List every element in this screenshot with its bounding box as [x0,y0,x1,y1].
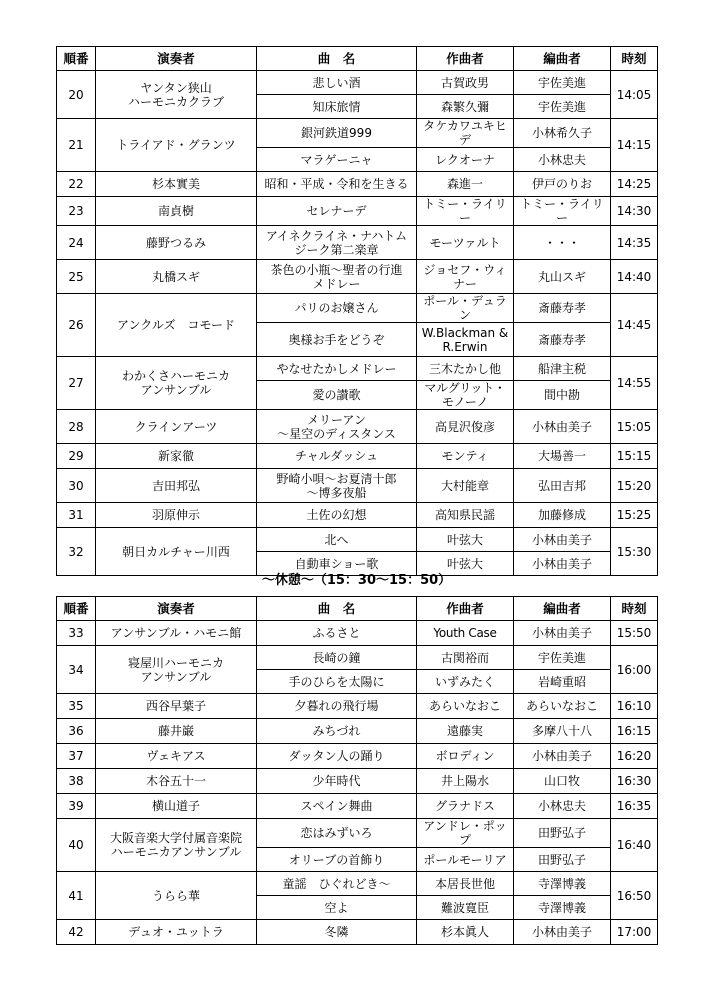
performer-name: アンサンブル・ハモニ館 [96,621,257,646]
order-number: 42 [57,920,96,945]
start-time: 16:50 [611,872,658,920]
start-time: 16:10 [611,694,658,719]
order-number: 37 [57,744,96,769]
header-song: 曲 名 [257,597,417,621]
order-number: 30 [57,469,96,503]
performer-name: 新家徹 [96,444,257,469]
song-title: セレナーデ [257,197,417,226]
order-number: 22 [57,172,96,197]
order-number: 25 [57,260,96,294]
start-time: 15:25 [611,503,658,528]
order-number: 35 [57,694,96,719]
arranger-name: 多摩八十八 [514,719,611,744]
start-time: 15:20 [611,469,658,503]
order-number: 36 [57,719,96,744]
order-number: 41 [57,872,96,920]
header-composer: 作曲者 [417,47,514,71]
song-title: ふるさと [257,621,417,646]
arranger-name: 山口牧 [514,769,611,794]
start-time: 17:00 [611,920,658,945]
table-row [57,71,658,95]
order-number: 40 [57,819,96,872]
arranger-name: 小林由美子 [514,744,611,769]
song-title: ダッタン人の踊り [257,744,417,769]
composer-name: いずみたく [417,670,514,694]
song-title: 知床旅情 [257,95,417,119]
performer-name: 横山道子 [96,794,257,819]
song-title: 空よ [257,896,417,920]
song-title: 昭和・平成・令和を生きる [257,172,417,197]
arranger-name: 宇佐美進 [514,646,611,670]
start-time: 15:05 [611,410,658,444]
start-time: 14:35 [611,226,658,260]
start-time: 14:15 [611,119,658,172]
song-title: 茶色の小瓶～聖者の行進 メドレー [257,260,417,294]
start-time: 16:40 [611,819,658,872]
order-number: 21 [57,119,96,172]
composer-name: 杉本眞人 [417,920,514,945]
performer-name: 朝日カルチャー川西 [96,528,257,576]
table-row [57,197,658,226]
song-title: 銀河鉄道999 [257,119,417,148]
composer-name: 遠藤実 [417,719,514,744]
arranger-name: 小林由美子 [514,920,611,945]
composer-name: 本居長世他 [417,872,514,896]
composer-name: グラナドス [417,794,514,819]
arranger-name: 寺澤博義 [514,872,611,896]
performer-name: トライアド・グランツ [96,119,257,172]
performer-name: 大阪音楽大学付属音楽院 ハーモニカアンサンブル [96,819,257,872]
performer-name: 藤野つるみ [96,226,257,260]
performer-name: 吉田邦弘 [96,469,257,503]
header-time: 時刻 [611,47,658,71]
order-number: 32 [57,528,96,576]
table-row [57,226,658,260]
table-row [57,357,658,381]
arranger-name: 田野弘子 [514,848,611,872]
performer-name: 西谷早葉子 [96,694,257,719]
composer-name: マルグリット・モノーノ [417,381,514,410]
header-row [57,597,658,621]
order-number: 33 [57,621,96,646]
table-row [57,444,658,469]
start-time: 16:35 [611,794,658,819]
table-row [57,769,658,794]
song-title: 奥様お手をどうぞ [257,323,417,357]
song-title: チャルダッシュ [257,444,417,469]
composer-name: ボロディン [417,744,514,769]
song-title: 冬隣 [257,920,417,945]
composer-name: W.Blackman & R.Erwin [417,323,514,357]
song-title: アイネクライネ・ナハトム ジーク第二楽章 [257,226,417,260]
start-time: 16:15 [611,719,658,744]
song-title: オリーブの首飾り [257,848,417,872]
performer-name: わかくさハーモニカ アンサンブル [96,357,257,410]
performer-name: 寝屋川ハーモニカ アンサンブル [96,646,257,694]
composer-name: モンティ [417,444,514,469]
start-time: 14:45 [611,294,658,357]
composer-name: ポール・デュラン [417,294,514,323]
song-title: 自動車ショー歌 [257,552,417,576]
composer-name: 叶弦大 [417,528,514,552]
song-title: 恋はみずいろ [257,819,417,848]
composer-name: 高見沢俊彦 [417,410,514,444]
arranger-name: 小林忠夫 [514,794,611,819]
composer-name: レクオーナ [417,148,514,172]
performer-name: 丸橋スギ [96,260,257,294]
song-title: 長崎の鐘 [257,646,417,670]
arranger-name: 寺澤博義 [514,896,611,920]
order-number: 31 [57,503,96,528]
song-title: 夕暮れの飛行場 [257,694,417,719]
arranger-name: 大場善一 [514,444,611,469]
song-title: みちづれ [257,719,417,744]
composer-name: 古関裕而 [417,646,514,670]
table-row [57,794,658,819]
performer-name: 南貞樹 [96,197,257,226]
table-row [57,819,658,848]
performer-name: クラインアーツ [96,410,257,444]
composer-name: 大村能章 [417,469,514,503]
table-row [57,294,658,323]
song-title: 土佐の幻想 [257,503,417,528]
composer-name: 井上陽水 [417,769,514,794]
order-number: 39 [57,794,96,819]
table-row [57,260,658,294]
song-title: 愛の讃歌 [257,381,417,410]
arranger-name: 小林忠夫 [514,148,611,172]
performer-name: 木谷五十一 [96,769,257,794]
arranger-name: あらいなおこ [514,694,611,719]
header-performer: 演奏者 [96,47,257,71]
table-row [57,410,658,444]
table-row [57,172,658,197]
table-row [57,528,658,552]
song-title: パリのお嬢さん [257,294,417,323]
arranger-name: 弘田吉邦 [514,469,611,503]
arranger-name: 斎藤寿孝 [514,323,611,357]
order-number: 20 [57,71,96,119]
song-title: やなせたかしメドレー [257,357,417,381]
composer-name: あらいなおこ [417,694,514,719]
table-row [57,920,658,945]
composer-name: モーツァルト [417,226,514,260]
arranger-name: ・・・ [514,226,611,260]
performer-name: ヤンタン狭山 ハーモニカクラブ [96,71,257,119]
performer-name: 藤井巌 [96,719,257,744]
table-row [57,503,658,528]
start-time: 16:30 [611,769,658,794]
arranger-name: 岩崎重昭 [514,670,611,694]
start-time: 16:00 [611,646,658,694]
composer-name: 三木たかし他 [417,357,514,381]
order-number: 29 [57,444,96,469]
composer-name: アンドレ・ポップ [417,819,514,848]
performer-name: 杉本實美 [96,172,257,197]
performer-name: デュオ・ユットラ [96,920,257,945]
table-row [57,694,658,719]
arranger-name: 加藤修成 [514,503,611,528]
arranger-name: 伊戸のりお [514,172,611,197]
order-number: 38 [57,769,96,794]
header-arranger: 編曲者 [514,47,611,71]
performer-name: うらら華 [96,872,257,920]
composer-name: Youth Case [417,621,514,646]
table-row [57,621,658,646]
table-row [57,744,658,769]
song-title: メリーアン ～星空のディスタンス [257,410,417,444]
program-table-part1 [56,46,658,576]
table-row [57,119,658,148]
song-title: スペイン舞曲 [257,794,417,819]
start-time: 14:30 [611,197,658,226]
composer-name: 難波寛臣 [417,896,514,920]
song-title: 童謡 ひぐれどき～ [257,872,417,896]
arranger-name: 小林由美子 [514,528,611,552]
performer-name: 羽原伸示 [96,503,257,528]
composer-name: トミー・ライリー [417,197,514,226]
song-title: 野崎小唄～お夏清十郎 ～博多夜船 [257,469,417,503]
header-order: 順番 [57,597,96,621]
arranger-name: 宇佐美進 [514,71,611,95]
table-row [57,872,658,896]
order-number: 34 [57,646,96,694]
program-table-part2 [56,596,658,945]
arranger-name: 小林由美子 [514,621,611,646]
arranger-name: 間中勘 [514,381,611,410]
composer-name: ポールモーリア [417,848,514,872]
order-number: 23 [57,197,96,226]
header-song: 曲 名 [257,47,417,71]
composer-name: 古賀政男 [417,71,514,95]
order-number: 27 [57,357,96,410]
table-row [57,646,658,670]
start-time: 14:55 [611,357,658,410]
performer-name: ヴェキアス [96,744,257,769]
start-time: 14:25 [611,172,658,197]
song-title: 悲しい酒 [257,71,417,95]
table-row [57,719,658,744]
composer-name: ジョセフ・ウィナー [417,260,514,294]
order-number: 24 [57,226,96,260]
header-row [57,47,658,71]
start-time: 15:30 [611,528,658,576]
song-title: 手のひらを太陽に [257,670,417,694]
start-time: 14:40 [611,260,658,294]
arranger-name: 小林由美子 [514,552,611,576]
header-composer: 作曲者 [417,597,514,621]
arranger-name: トミー・ライリー [514,197,611,226]
arranger-name: 船津主税 [514,357,611,381]
order-number: 28 [57,410,96,444]
start-time: 15:15 [611,444,658,469]
start-time: 16:20 [611,744,658,769]
composer-name: 森繁久彌 [417,95,514,119]
arranger-name: 斎藤寿孝 [514,294,611,323]
composer-name: 森進一 [417,172,514,197]
start-time: 14:05 [611,71,658,119]
composer-name: 高知県民謡 [417,503,514,528]
song-title: 北へ [257,528,417,552]
arranger-name: 丸山スギ [514,260,611,294]
arranger-name: 小林由美子 [514,410,611,444]
song-title: 少年時代 [257,769,417,794]
performer-name: アンクルズ コモード [96,294,257,357]
header-time: 時刻 [611,597,658,621]
arranger-name: 宇佐美進 [514,95,611,119]
arranger-name: 小林希久子 [514,119,611,148]
header-performer: 演奏者 [96,597,257,621]
table-row [57,469,658,503]
start-time: 15:50 [611,621,658,646]
order-number: 26 [57,294,96,357]
arranger-name: 田野弘子 [514,819,611,848]
song-title: マラゲーニャ [257,148,417,172]
break-label: ～休憩～（15：30～15：50） [261,573,452,588]
composer-name: タケカワユキヒデ [417,119,514,148]
composer-name: 叶弦大 [417,552,514,576]
header-order: 順番 [57,47,96,71]
header-arranger: 編曲者 [514,597,611,621]
